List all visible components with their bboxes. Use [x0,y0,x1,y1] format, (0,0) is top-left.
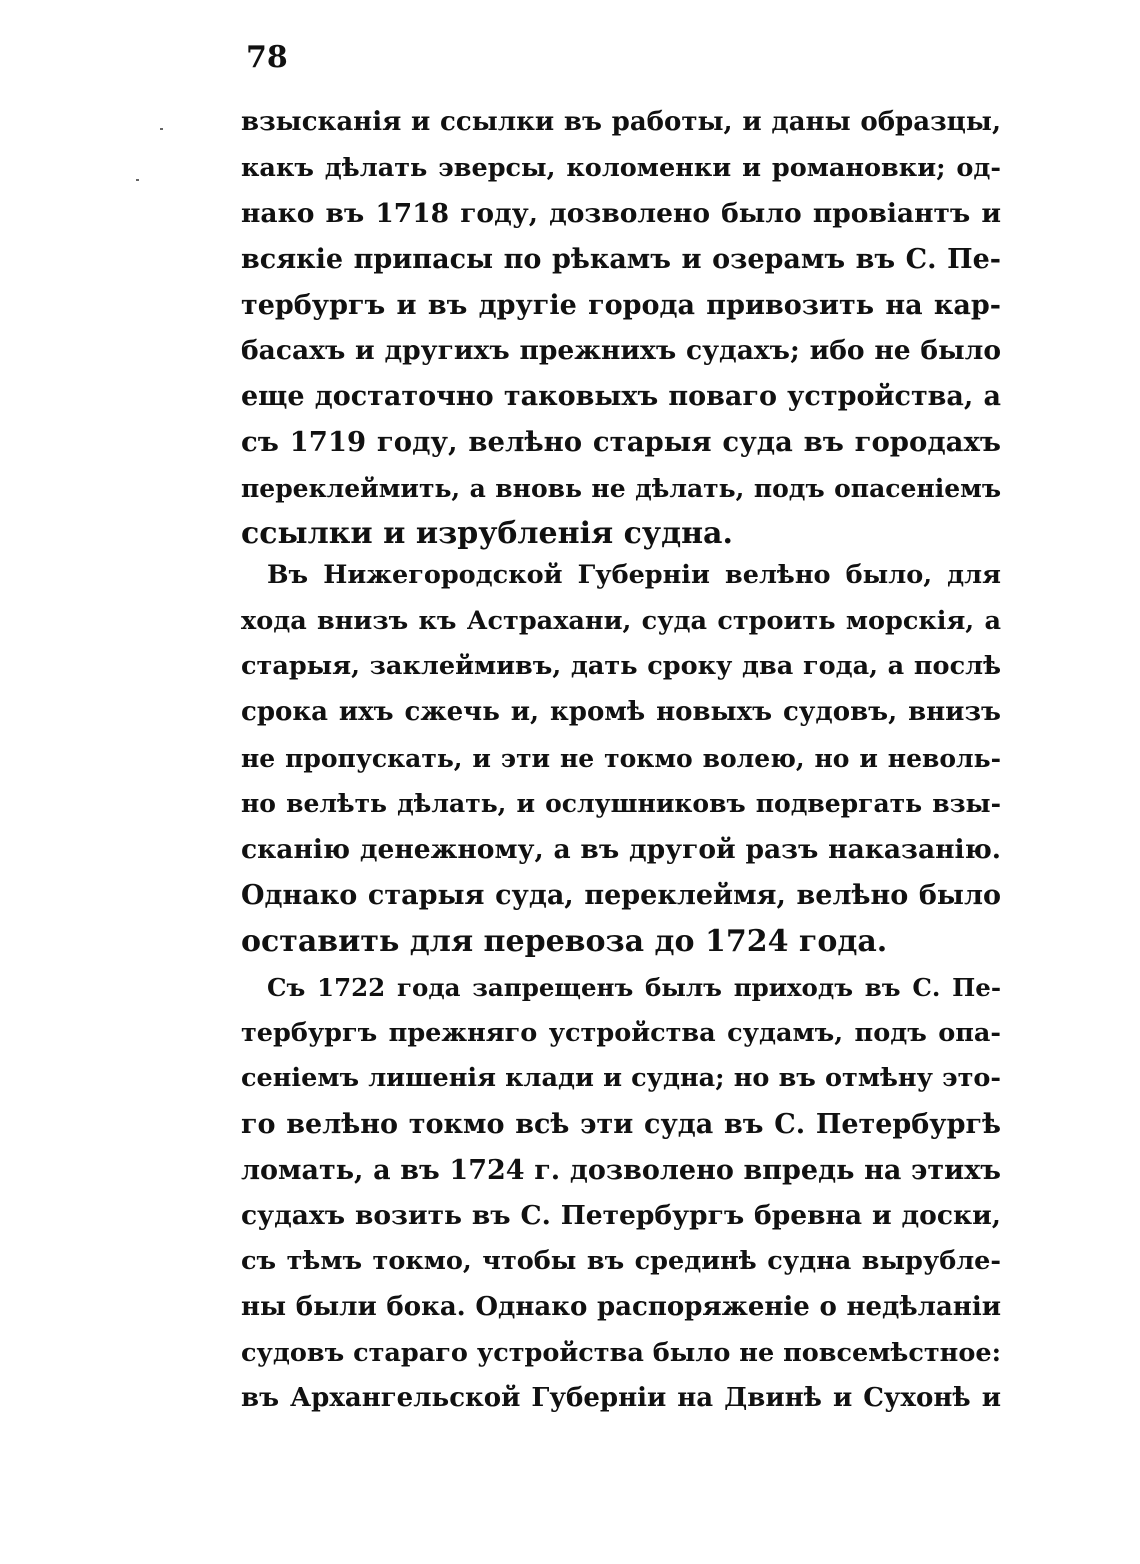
text-line: нако въ 1718 году, дозволено было провіантъ и [241,198,1001,230]
text-line: оставить для перевоза до 1724 года. [241,923,888,959]
text-line: ссылки и изрубленія судна. [241,516,733,552]
text-line: старыя, заклеймивъ, дать сроку два года, а послѣ [241,651,1001,682]
paragraph-1 [241,100,1001,557]
text-line: судахъ возить въ С. Петербургъ бревна и доски, [241,1200,1001,1232]
text-line: въ Архангельской Губерніи на Двинѣ и Сухонѣ и [241,1383,1001,1414]
text-line: Однако старыя суда, переклеймя, велѣно было [241,879,1001,911]
text-line: еще достаточно таковыхъ поваго устройства, а [241,381,1001,413]
paragraph-3 [241,965,1001,1422]
text-line: Съ 1722 года запрещенъ былъ приходъ въ С. Пе- [267,973,1001,1002]
paragraph-2 [241,553,1001,964]
text-line: го велѣно токмо всѣ эти суда въ С. Петербургѣ [241,1109,1001,1141]
text-line: хода внизъ къ Астрахани, суда строить морскія, а [241,605,1001,636]
text-line: но велѣть дѣлать, и ослушниковъ подвергать взы- [241,789,1001,819]
text-line: взысканія и ссылки въ работы, и даны образцы, [241,107,1001,137]
page-number: 78 [246,40,288,75]
text-line: тербургъ прежняго устройства судамъ, подъ опа- [241,1017,1001,1048]
text-line: басахъ и другихъ прежнихъ судахъ; ибо не было [241,335,1001,367]
text-line: сеніемъ лишенія клади и судна; но въ отмѣну это- [241,1063,1001,1094]
text-line: съ 1719 году, велѣно старыя суда въ городахъ [241,425,1001,458]
text-line: сканію денежному, а въ другой разъ наказанію. [241,834,1001,866]
text-line: съ тѣмъ токмо, чтобы въ срединѣ судна вырубле- [241,1246,1001,1277]
text-line: ломать, а въ 1724 г. дозволено впредь на этихъ [241,1154,1001,1186]
text-line: ны были бока. Однако распоряженіе о недѣланіи [241,1291,1001,1322]
text-line: не пропускать, и эти не токмо волею, но и неволь- [241,743,1001,773]
text-line: всякіе припасы по рѣкамъ и озерамъ въ С. Пе- [241,244,1001,276]
text-line: переклеймить, а вновь не дѣлать, подъ опасеніемъ [241,473,1001,503]
text-line: Въ Нижегородской Губерніи велѣно было, для [267,560,1001,590]
text-line: какъ дѣлать эверсы, коломенки и романовки; од- [241,152,1001,183]
text-line: тербургъ и въ другіе города привозить на кар- [241,289,1001,321]
text-line: срока ихъ сжечь и, кромѣ новыхъ судовъ, внизъ [241,697,1001,728]
margin-mark [136,179,139,181]
text-line: судовъ стараго устройства было не повсемѣстное: [241,1337,1001,1368]
margin-mark [160,128,163,130]
